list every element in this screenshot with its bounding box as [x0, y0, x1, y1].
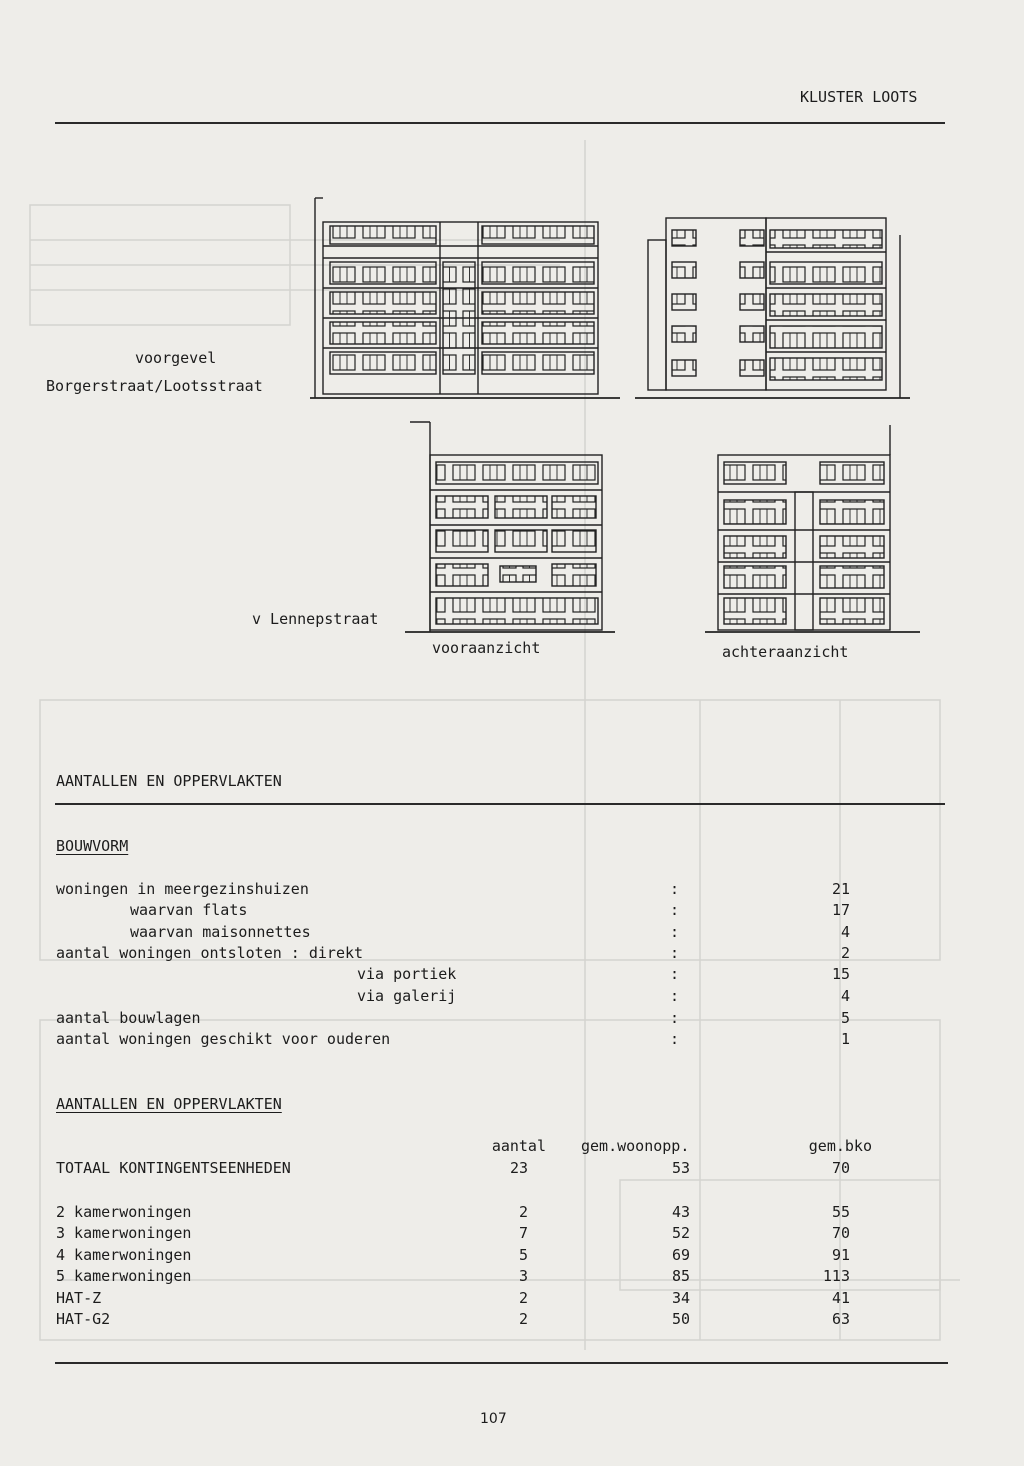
bouwvorm-value: 4: [840, 923, 850, 941]
bouwvorm-value: 4: [840, 987, 850, 1005]
table-row-woonopp: 69: [671, 1246, 690, 1264]
table-row-bko: 113: [822, 1267, 850, 1285]
bouwvorm-label: aantal woningen geschikt voor ouderen: [56, 1030, 391, 1048]
column-header-aantal: aantal: [491, 1137, 546, 1155]
front-facade-label: voorgevel: [135, 349, 217, 367]
bouwvorm-label: waarvan flats: [130, 901, 248, 919]
bouwvorm-separator: :: [670, 1030, 680, 1048]
bouwvorm-separator: :: [670, 987, 680, 1005]
table-row-bko: 63: [831, 1310, 850, 1328]
table-row-label: HAT-Z: [56, 1289, 102, 1307]
bouwvorm-value: 2: [840, 944, 850, 962]
bouwvorm-value: 1: [840, 1030, 850, 1048]
table-row-woonopp: 50: [671, 1310, 690, 1328]
bouwvorm-value: 21: [831, 880, 850, 898]
bouwvorm-label: aantal bouwlagen: [56, 1009, 201, 1027]
bouwvorm-label: via portiek: [357, 965, 457, 983]
bouwvorm-separator: :: [670, 901, 680, 919]
table-row-label: 5 kamerwoningen: [56, 1267, 192, 1285]
table-row-aantal: 2: [518, 1310, 528, 1328]
table-row-aantal: 2: [518, 1289, 528, 1307]
rear-view-drawing: [705, 425, 920, 632]
total-aantal: 23: [509, 1159, 528, 1177]
footer-rule: [55, 1362, 948, 1364]
bouwvorm-separator: :: [670, 965, 680, 983]
table-row-woonopp: 85: [671, 1267, 690, 1285]
section-heading: AANTALLEN EN OPPERVLAKTEN: [56, 772, 282, 790]
table-row-bko: 41: [831, 1289, 850, 1307]
header-title: KLUSTER LOOTS: [800, 88, 918, 106]
bouwvorm-separator: :: [670, 880, 680, 898]
table-row-woonopp: 34: [671, 1289, 690, 1307]
table-row-bko: 91: [831, 1246, 850, 1264]
street-label: v Lennepstraat: [252, 610, 379, 628]
column-header-woonopp: gem.woonopp.: [581, 1137, 690, 1155]
table-row-label: 4 kamerwoningen: [56, 1246, 192, 1264]
table-row-aantal: 3: [518, 1267, 528, 1285]
bouwvorm-label: waarvan maisonnettes: [130, 923, 311, 941]
table-row-aantal: 7: [518, 1224, 528, 1242]
total-woonopp: 53: [671, 1159, 690, 1177]
front-view-drawing: [405, 422, 615, 632]
front-facade-street-label: Borgerstraat/Lootsstraat: [46, 377, 263, 395]
front-view-label: vooraanzicht: [432, 639, 541, 657]
bouwvorm-value: 17: [831, 901, 850, 919]
bouwvorm-separator: :: [670, 1009, 680, 1027]
areas-heading: AANTALLEN EN OPPERVLAKTEN: [56, 1095, 282, 1113]
bouwvorm-label: via galerij: [357, 987, 457, 1005]
table-row-bko: 55: [831, 1203, 850, 1221]
section-rule: [55, 803, 945, 805]
table-row-woonopp: 43: [671, 1203, 690, 1221]
bouwvorm-label: woningen in meergezinshuizen: [56, 880, 309, 898]
page-number: 107: [480, 1411, 507, 1427]
table-row-bko: 70: [831, 1224, 850, 1242]
table-row-label: HAT-G2: [56, 1310, 111, 1328]
bouwvorm-separator: :: [670, 923, 680, 941]
table-row-label: 3 kamerwoningen: [56, 1224, 192, 1242]
bouwvorm-value: 5: [840, 1009, 850, 1027]
table-row-label: 2 kamerwoningen: [56, 1203, 192, 1221]
table-row-aantal: 5: [518, 1246, 528, 1264]
column-header-bko: gem.bko: [808, 1137, 872, 1155]
total-bko: 70: [831, 1159, 850, 1177]
bouwvorm-heading: BOUWVORM: [56, 837, 129, 855]
bouwvorm-value: 15: [831, 965, 850, 983]
table-row-aantal: 2: [518, 1203, 528, 1221]
table-row-woonopp: 52: [671, 1224, 690, 1242]
total-label: TOTAAL KONTINGENTSEENHEDEN: [56, 1159, 291, 1177]
rear-view-label: achteraanzicht: [722, 643, 849, 661]
bouwvorm-separator: :: [670, 944, 680, 962]
front-facade-drawing: [310, 198, 620, 398]
side-facade-drawing: [635, 218, 910, 398]
bouwvorm-label: aantal woningen ontsloten : direkt: [56, 944, 364, 962]
